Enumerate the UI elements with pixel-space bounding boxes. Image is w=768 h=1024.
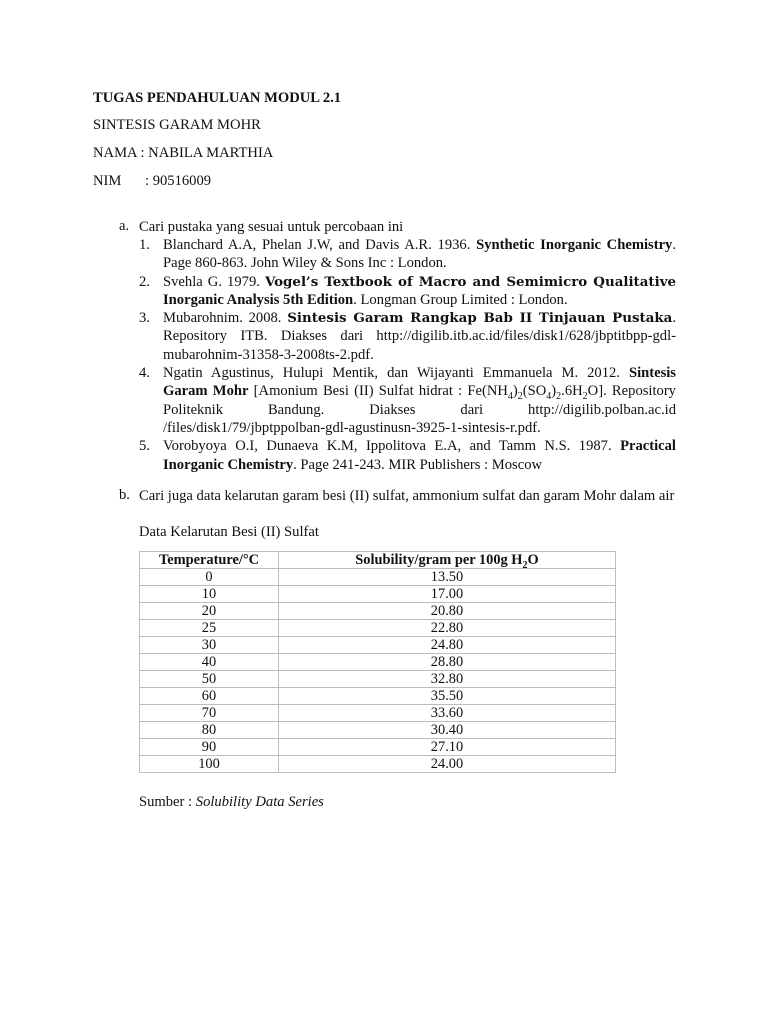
table-header-row — [140, 552, 616, 569]
section-a-label: a. — [119, 218, 130, 234]
table-row — [140, 637, 616, 654]
solubility-table-body — [140, 569, 616, 773]
doc-subject: SINTESIS GARAM MOHR — [93, 117, 261, 133]
temperature-cell: 25 — [140, 620, 279, 637]
reference-details: . Page 860-863. John Wiley & Sons Inc : London. — [163, 237, 676, 272]
table-row — [140, 705, 616, 722]
table-row — [140, 739, 616, 756]
reference-title: Sintesis Garam Rangkap Bab II Tinjauan Pustaka — [287, 310, 673, 327]
student-name — [93, 144, 273, 162]
reference-title: Synthetic Inorganic Chemistry — [476, 237, 673, 253]
table-row — [140, 654, 616, 671]
temperature-cell: 50 — [140, 671, 279, 688]
temperature-header: Temperature/°C — [140, 552, 279, 569]
table-row — [140, 688, 616, 705]
temperature-cell: 90 — [140, 739, 279, 756]
temperature-cell: 100 — [140, 756, 279, 773]
temperature-cell: 10 — [140, 586, 279, 603]
temperature-cell: 20 — [140, 603, 279, 620]
solubility-header-suffix: O — [527, 552, 539, 568]
reference-item — [139, 364, 676, 437]
table-source — [139, 793, 324, 811]
solubility-cell: 27.10 — [279, 739, 616, 756]
table-row — [140, 603, 616, 620]
formula-subscript: 2 — [582, 391, 588, 403]
reference-author: Mubarohnim. 2008. — [163, 310, 288, 327]
reference-author: Ngatin Agustinus, Hulupi Mentik, dan Wijayanti Emmanuela M. 2012. — [163, 365, 629, 382]
formula-part: .6H — [561, 383, 583, 400]
reference-title-cont: Inorganic Analysis 5th Edition — [163, 291, 354, 308]
section-a-text: Cari pustaka yang sesuai untuk percobaan ini — [139, 219, 404, 235]
reference-number: 4. — [139, 365, 150, 382]
reference-details: . Repository ITB. Diakses dari http://digilib.itb.ac.id/files/disk1/628/jbptitbpp-gdl-mubarohnim-31358-3-2008ts-2.pdf. — [163, 310, 676, 363]
name-label: NAMA — [93, 145, 137, 161]
solubility-header — [279, 552, 616, 569]
reference-item — [139, 236, 676, 273]
student-nim — [93, 172, 211, 190]
reference-item — [139, 273, 676, 310]
temperature-cell: 70 — [140, 705, 279, 722]
solubility-cell: 22.80 — [279, 620, 616, 637]
formula-part: ) — [551, 383, 557, 400]
formula-subscript: 2 — [517, 391, 523, 403]
reference-details: . Longman Group Limited : London. — [353, 291, 568, 308]
reference-number: 1. — [139, 237, 150, 253]
temperature-cell: 0 — [140, 569, 279, 586]
solubility-cell: 28.80 — [279, 654, 616, 671]
reference-author: Vorobyoya O.I, Dunaeva K.M, Ippolitova E.A, and Tamm N.S. 1987. — [163, 438, 621, 455]
reference-author: Blanchard A.A, Phelan J.W, and Davis A.R. 1936. — [163, 237, 477, 253]
solubility-table — [139, 551, 616, 773]
section-b-text: Cari juga data kelarutan garam besi (II) sulfat, ammonium sulfat dan garam Mohr dalam air — [139, 488, 675, 504]
formula-part: [Amonium Besi (II) Sulfat hidrat : Fe(NH — [248, 383, 508, 400]
solubility-cell: 24.00 — [279, 756, 616, 773]
solubility-cell: 20.80 — [279, 603, 616, 620]
table-title: Data Kelarutan Besi (II) Sulfat — [139, 524, 319, 540]
nim-label: NIM — [93, 173, 122, 189]
reference-number: 2. — [139, 273, 150, 290]
doc-title: TUGAS PENDAHULUAN MODUL 2.1 — [93, 90, 342, 106]
reference-title: Practical Inorganic Chemistry — [163, 438, 676, 473]
temperature-cell: 80 — [140, 722, 279, 739]
formula-part: ) — [512, 383, 518, 400]
reference-item — [139, 309, 676, 364]
source-value: Solubility Data Series — [195, 794, 324, 810]
solubility-cell: 24.80 — [279, 637, 616, 654]
reference-author: Svehla G. 1979. — [163, 273, 265, 290]
reference-details: O]. Repository Politeknik Bandung. Diakses dari http://digilib.polban.ac.id /files/disk1/79/jbptppolban-gdl-agustinusn-3925-1-sintesis-r.pdf. — [163, 383, 676, 436]
reference-details: . Page 241-243. MIR Publishers : Moscow — [293, 456, 543, 473]
solubility-cell: 33.60 — [279, 705, 616, 722]
solubility-header-text: Solubility/gram per 100g H — [355, 552, 523, 568]
nim-value: : 90516009 — [145, 173, 212, 189]
solubility-cell: 32.80 — [279, 671, 616, 688]
reference-title: Sintesis Garam Mohr — [163, 365, 676, 400]
table-row — [140, 620, 616, 637]
table-row — [140, 586, 616, 603]
table-row — [140, 671, 616, 688]
solubility-cell: 17.00 — [279, 586, 616, 603]
source-label: Sumber : — [139, 794, 196, 810]
section-b-label: b. — [119, 487, 130, 503]
formula-subscript: 2 — [556, 391, 562, 403]
temperature-cell: 60 — [140, 688, 279, 705]
solubility-cell: 13.50 — [279, 569, 616, 586]
reference-number: 3. — [139, 310, 150, 327]
solubility-header-subscript: 2 — [522, 559, 528, 571]
temperature-cell: 40 — [140, 654, 279, 671]
reference-list — [139, 236, 676, 474]
table-row — [140, 756, 616, 773]
solubility-cell: 30.40 — [279, 722, 616, 739]
reference-item — [139, 437, 676, 474]
formula-part: (SO — [522, 383, 547, 400]
formula-subscript: 4 — [507, 391, 513, 403]
temperature-cell: 30 — [140, 637, 279, 654]
table-row — [140, 722, 616, 739]
solubility-cell: 35.50 — [279, 688, 616, 705]
reference-number: 5. — [139, 438, 150, 455]
reference-title: Vogel’s Textbook of Macro and Semimicro Qualitative — [264, 273, 676, 290]
formula-subscript: 4 — [546, 391, 552, 403]
name-value: : NABILA MARTHIA — [140, 145, 274, 161]
table-row — [140, 569, 616, 586]
